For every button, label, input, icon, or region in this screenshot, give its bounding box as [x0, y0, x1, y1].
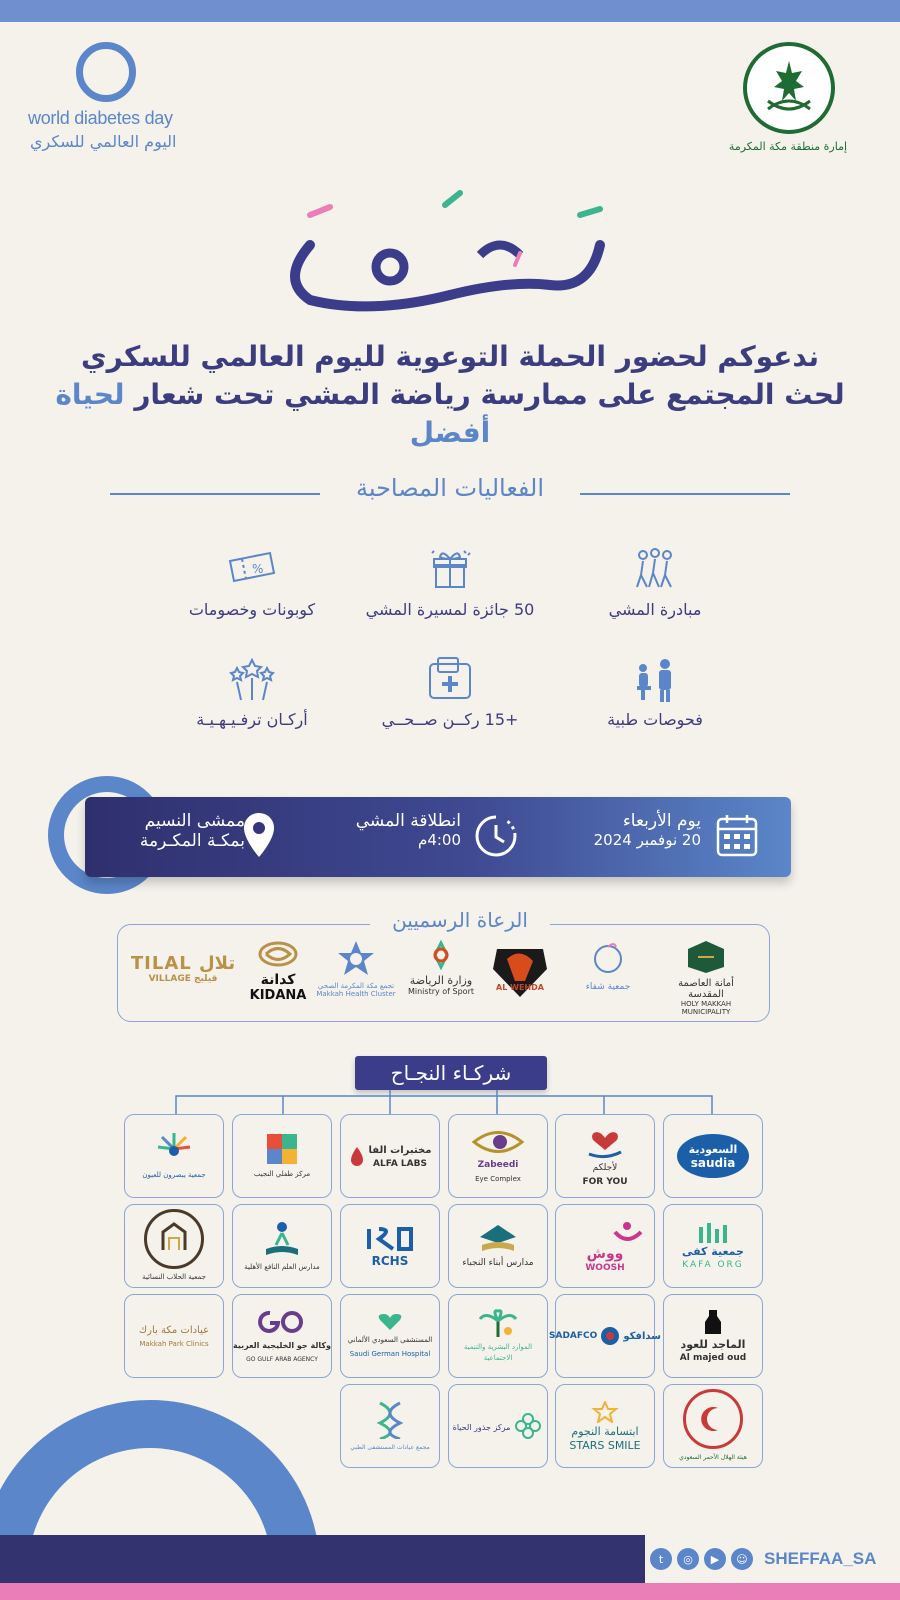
partner-card [549, 1294, 661, 1378]
fireworks-icon [142, 656, 362, 702]
kafa-bars-icon [695, 1221, 731, 1243]
activities-title: الفعاليات المصاحبة [355, 474, 545, 502]
alfa-labs-logo [349, 1142, 432, 1170]
headline-line-1: ندعوكم لحضور الحملة التوعوية لليوم العالمي للسكري [80, 340, 820, 373]
activity-item [340, 546, 560, 619]
wdd-arabic-text: اليوم العالمي للسكري [30, 132, 177, 151]
blue-circle-icon [76, 42, 136, 102]
partners-connector-lines [174, 1090, 714, 1114]
partner-sub: KAFA ORG [682, 1260, 744, 1270]
hospital-heart-icon [376, 1312, 404, 1332]
sadafco-logo [549, 1326, 661, 1346]
partner-sub: Saudi German Hospital [349, 1350, 431, 1358]
partner-sub: GO GULF ARAB AGENCY [246, 1356, 318, 1363]
location-line-1: ممشى النسيم [144, 811, 245, 831]
partner-card [124, 1294, 224, 1378]
eye-icon [470, 1127, 526, 1157]
location-line-2: بمكـة المكـرمة [139, 831, 245, 851]
student-book-icon [262, 1219, 302, 1259]
partner-name: مجمع عيادات المستشفى الطبي [350, 1444, 430, 1451]
emirate-label: إمارة منطقة مكة المكرمة [728, 140, 848, 153]
activity-item [340, 656, 560, 729]
event-time-block [356, 811, 461, 849]
partner-card [555, 1384, 655, 1468]
sponsor-name: كدانة [260, 972, 296, 988]
partner-name: وكالة جو الخليجية العربية [233, 1341, 331, 1350]
partner-sub: STARS SMILE [569, 1439, 641, 1452]
partner-sub: WOOSH [585, 1263, 625, 1273]
sponsor-name: وزارة الرياضة [409, 974, 473, 987]
sponsor-logo [666, 939, 746, 1016]
snapchat-icon[interactable]: ☺ [731, 1548, 753, 1570]
partner-name: عيادات مكة بارك [138, 1325, 210, 1336]
partner-name: جمعية يبصرون للعيون [142, 1171, 206, 1179]
partner-card [555, 1114, 655, 1198]
woosh-smile-icon [565, 1218, 645, 1246]
invitation-calligraphy [250, 185, 650, 320]
headline-line-2-main: لحث المجتمع على ممارسة رياضة المشي تحت شعار [134, 378, 845, 411]
star-smile-icon [591, 1401, 619, 1423]
partner-name: مركز طفلي النجيب [253, 1170, 311, 1178]
activities-section-title [110, 470, 790, 510]
partner-sub: FOR YOU [582, 1177, 628, 1187]
activity-item [545, 546, 765, 619]
red-crescent-logo [683, 1389, 743, 1449]
partner-sub: Al majed oud [679, 1353, 747, 1363]
partner-card [232, 1114, 332, 1198]
sponsor-logo [480, 939, 560, 1011]
partner-card [663, 1384, 763, 1468]
sponsor-logo [401, 939, 481, 1011]
hrsd-palm-icon [478, 1309, 518, 1339]
partner-name: ووش [586, 1246, 624, 1262]
activity-label: 50 جائزة لمسيرة المشي [365, 600, 535, 619]
sponsor-logo [128, 953, 238, 1025]
partner-name: هيئة الهلال الأحمر السعودي [679, 1454, 747, 1461]
sponsor-name: أمانة العاصمة المقدسة [678, 978, 734, 1000]
svg-text:%: % [252, 562, 264, 576]
sponsor-sub: VILLAGE قيليج [148, 974, 218, 984]
sunburst-eye-icon [154, 1131, 194, 1167]
partner-sub: saudia [690, 1155, 736, 1170]
sponsor-name: TILAL تلال [130, 953, 236, 974]
dna-helix-icon [370, 1399, 410, 1439]
walk-start-time: 4:00م [418, 831, 461, 849]
partner-card [663, 1114, 763, 1198]
location-pin-icon [242, 811, 276, 863]
heart-hand-icon [585, 1124, 625, 1160]
partner-card [448, 1114, 548, 1198]
partner-card [340, 1384, 440, 1468]
event-info-bar [85, 797, 791, 877]
sadafco-emblem-icon [600, 1326, 620, 1346]
partner-card [340, 1294, 440, 1378]
puzzle-head-icon [263, 1132, 301, 1166]
footer-pink-band [0, 1583, 900, 1600]
activity-label: كوبونات وخصومات [188, 600, 316, 619]
activity-label: مبادرة المشي [608, 600, 702, 619]
roots-of-life-logo [453, 1411, 544, 1441]
top-color-bar [0, 0, 900, 22]
sponsor-sub: Makkah Health Cluster [316, 990, 396, 998]
infinity-go-icon [254, 1307, 310, 1337]
partner-card [448, 1294, 548, 1378]
calendar-icon [715, 813, 759, 863]
partner-card [663, 1294, 763, 1378]
sponsor-sub: KIDANA [249, 988, 307, 1003]
book-crest-icon [476, 1223, 520, 1255]
partner-name: الموارد البشرية والتنمية الاجتماعية [463, 1342, 533, 1362]
partner-name: مدارس العلم النافع الأهلية [244, 1263, 320, 1271]
partner-card [232, 1204, 332, 1288]
partner-name: السعودية [688, 1142, 738, 1156]
partner-name: RCHS [371, 1254, 409, 1268]
event-date: 20 نوفمبر 2024 [593, 831, 701, 849]
flask-icon [349, 1145, 365, 1167]
activity-label: أركـان ترفـيـهـيـة [196, 710, 308, 729]
twitter-icon[interactable]: t [650, 1548, 672, 1570]
partner-card [663, 1204, 763, 1288]
partner-sub: ALFA LABS [373, 1159, 427, 1169]
activity-label: +15 ركــن صــحــي [381, 710, 519, 729]
sponsor-name: جمعية شفاء [585, 982, 631, 992]
partner-name: لأجلكم [592, 1163, 618, 1173]
saudi-emblem-icon [743, 42, 835, 134]
activity-label: فحوصات طبية [607, 710, 703, 729]
partner-name: ابتسامة النجوم [571, 1425, 639, 1438]
partner-card [555, 1204, 655, 1288]
partner-sub: Eye Complex [475, 1175, 521, 1183]
slogan-accent: لحياة أفضل [55, 378, 491, 449]
clock-icon [473, 813, 519, 863]
instagram-icon[interactable]: ◎ [677, 1548, 699, 1570]
partner-sub: Makkah Park Clinics [139, 1340, 209, 1348]
official-sponsors-panel [117, 924, 770, 1022]
coupon-icon [142, 546, 362, 592]
sponsor-logo [568, 939, 648, 1011]
walking-people-icon [545, 546, 765, 592]
partner-card [124, 1114, 224, 1198]
sponsor-logo [238, 939, 318, 1011]
partner-card [448, 1204, 548, 1288]
partner-name: جمعية الحلاب النسائية [142, 1273, 206, 1281]
rchs-mark-icon [365, 1225, 415, 1253]
partner-sub: SADAFCO [549, 1331, 598, 1341]
partner-name: مدارس أبناء النجباء [462, 1258, 534, 1268]
floral-roots-icon [513, 1411, 543, 1441]
partner-name: سدافكو [623, 1330, 661, 1342]
sponsor-sub: Ministry of Sport [407, 987, 475, 996]
event-date-block [594, 811, 701, 849]
activity-item [142, 656, 362, 729]
medical-checkup-icon [545, 656, 765, 702]
youtube-icon[interactable]: ▶ [704, 1548, 726, 1570]
oud-bottle-icon [703, 1308, 723, 1336]
social-handle[interactable]: SHEFFAA_SA [764, 1549, 877, 1568]
event-day: يوم الأربعاء [622, 811, 701, 831]
partner-name: مركز جذور الحياة [452, 1423, 511, 1432]
partner-card [340, 1114, 440, 1198]
sponsors-title: الرعاة الرسميين [370, 908, 550, 932]
partner-card [340, 1204, 440, 1288]
partner-name: مختبرات الفا [368, 1145, 432, 1156]
partner-name: الماجد للعود [680, 1338, 746, 1351]
headline-line-2 [40, 376, 860, 452]
gift-icon [340, 546, 560, 592]
social-links [648, 1535, 900, 1583]
event-location-block [140, 811, 245, 851]
partner-logo-saudia [677, 1134, 749, 1178]
partner-card [124, 1204, 224, 1288]
partner-name: Zabeedi [477, 1160, 519, 1170]
invitation-headline [40, 338, 860, 452]
activity-item [142, 546, 362, 619]
partner-name: المستشفى السعودي الألماني [347, 1336, 433, 1344]
partners-title: شركـاء النجـاح [355, 1056, 547, 1090]
halab-seal-logo [144, 1209, 204, 1269]
sponsor-sub: HOLY MAKKAH MUNICIPALITY [680, 1000, 732, 1016]
wdd-english-text: world diabetes day [28, 108, 173, 128]
activity-item [545, 656, 765, 729]
sponsor-name: AL WEHDA [496, 983, 544, 992]
sponsor-logo [316, 939, 396, 1011]
sponsor-name: تجمع مكة المكرمة الصحي [317, 982, 395, 990]
partner-name: جمعية كفى [682, 1245, 744, 1258]
medical-file-icon [340, 656, 560, 702]
walk-start-label: انطلاقة المشي [355, 811, 461, 831]
partner-card [232, 1294, 332, 1378]
partner-card [448, 1384, 548, 1468]
footer-navy-band [0, 1535, 645, 1583]
